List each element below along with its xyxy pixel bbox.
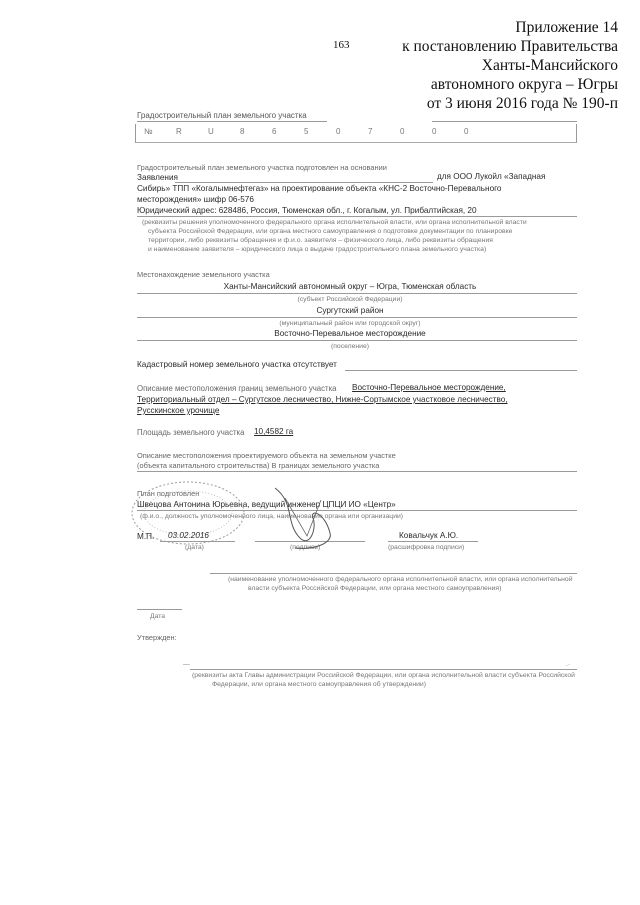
placement-line-1: Описание местоположения проектируемого объекта на земельном участке xyxy=(137,451,396,460)
preparer-name: Швецова Антонина Юрьевна, ведущий инженер ЦПЦИ ИО «Центр» xyxy=(137,500,396,509)
handwritten-signature xyxy=(255,478,375,558)
date-caption: (дата) xyxy=(185,544,204,551)
number-char: 0 xyxy=(432,127,437,136)
legal-address: Юридический адрес: 628486, Россия, Тюменская обл., г. Когалым, ул. Прибалтийская, 20 xyxy=(137,206,477,215)
header-line-5: от 3 июня 2016 года № 190-п xyxy=(426,95,618,112)
number-char: 8 xyxy=(240,127,245,136)
boundary-label: Описание местоположения границ земельного участка xyxy=(137,384,337,393)
basis-caption-3: территории, либо реквизиты обращения и ф.и.о. заявителя – физического лица, либо реквизиты обращения xyxy=(148,237,493,244)
region-caption: (субъект Российской Федерации) xyxy=(297,296,403,303)
number-char: № xyxy=(144,127,153,136)
number-char: 7 xyxy=(368,127,373,136)
basis-caption-4: и наименование заявителя – юридического лица о выдаче градостроительного плана земельного участка) xyxy=(148,246,487,253)
location-label: Местонахождение земельного участка xyxy=(137,270,270,279)
header-line-4: автономного округа – Югры xyxy=(430,76,618,93)
basis-caption-2: субъекта Российской Федерации, или органа местного самоуправления о подготовке документации по планировке xyxy=(148,228,513,235)
settlement-value: Восточно-Перевальное месторождение xyxy=(274,329,426,338)
boundary-value-3: Русскинское урочище xyxy=(137,406,220,415)
number-char: 6 xyxy=(272,127,277,136)
submitted-caption-1: (наименование уполномоченного федерального органа исполнительной власти, или органа исполнительной xyxy=(228,576,573,583)
submitted-caption-2: власти субъекта Российской Федерации, или органа местного самоуправления) xyxy=(248,585,502,592)
number-char: 0 xyxy=(336,127,341,136)
applicant-part-3: месторождения» шифр 06-576 xyxy=(137,195,254,204)
mp-label: М.П. xyxy=(137,532,155,541)
boundary-value-2: Территориальный отдел – Сургутское лесничество, Нижне-Сортымское участковое лесничество, xyxy=(137,395,508,404)
prepared-label: Градостроительный план земельного участка подготовлен на основании xyxy=(137,163,387,172)
date-word: Дата xyxy=(150,613,166,620)
header-line-3: Ханты-Мансийского xyxy=(481,57,618,74)
signature-date: 03.02.2016 xyxy=(168,531,209,540)
district-value: Сургутский район xyxy=(316,306,384,315)
number-char: 0 xyxy=(400,127,405,136)
number-char: 0 xyxy=(464,127,469,136)
header-line-1: Приложение 14 xyxy=(515,19,618,36)
number-char: R xyxy=(176,127,182,136)
number-char: U xyxy=(208,127,214,136)
district-caption: (муниципальный район или городской округ) xyxy=(279,320,421,327)
placement-line-2: (объекта капитального строительства) В границах земельного участка xyxy=(137,461,380,470)
person-name: Ковальчук А.Ю. xyxy=(399,531,459,540)
cadastral-number: Кадастровый номер земельного участка отсутствует xyxy=(137,360,337,369)
settlement-caption: (поселение) xyxy=(330,343,370,350)
area-value: 10,4582 га xyxy=(254,427,294,436)
document-page: Приложение 14 к постановлению Правительства Ханты-Мансийского автономного округа – Югры от 3 июня 2016 года № 190-п 163 Градостроительный план земельного участка № R U 8 6 5 0 7 0 0 0 Градостроительный план земельного участка подготовлен на основании Заявления для ООО Лукойл «Западная Сибирь» ТПП «Когалымнефтегаз» на проектирование объекта «КНС-2 Восточно-Перевального месторождения» шифр 06-576 Юридический адрес: 628486, Россия, Тюменская обл., г. Когалым, ул. Прибалтийская, 20 (реквизиты решения уполномоченного федерального органа исполнительной власти, или органа исполнительной власти субъекта Российской Федерации, или органа местного самоуправления о подготовке документации по планировке территории, либо реквизиты обращения и ф.и.о. заявителя – физического лица, либо реквизиты обращения и наименование заявителя – юридического лица о выдаче градостроительного плана земельного участка) Местонахождение земельного участка Ханты-Мансийский автономный округ – Югра, Тюменская область (субъект Российской Федерации) Сургутский район (муниципальный район или городской округ) Восточно-Перевальное месторождение (поселение) Кадастровый номер земельного участка отсутствует Описание местоположения границ земельного участка Восточно-Перевальное месторождение, Территориальный отдел – Сургутское лесничество, Нижне-Сортымское участковое лесничество, Русскинское урочище Площадь земельного участка 10,4582 га Описание местоположения проектируемого объекта на земельном участке (объекта капитального строительства) В границах земельного участка План подготовлен Швецова Антонина Юрьевна, ведущий инженер ЦПЦИ ИО «Центр» (ф.и.о., должность уполномоченного лица, наименование органа или организации) М.П. 03.02.2016 (дата) (подпись) Ковальчук А.Ю. (расшифровка подписи) (наименование уполномоченного федерального органа исполнительной власти, или органа исполнительной власти субъекта Российской Федерации, или органа местного самоуправления) Дата Утвержден: — (реквизиты акта Главы администрации Российской Федерации, или органа исполнительной власти субъекта Российской Федерации, или органа местного самоуправления об утверждении) .· xyxy=(0,0,640,905)
applicant-part-2: Сибирь» ТПП «Когалымнефтегаз» на проектирование объекта «КНС-2 Восточно-Перевального xyxy=(137,184,502,193)
preparer-caption: (ф.и.о., должность уполномоченного лица, наименование органа или организации) xyxy=(140,513,404,520)
appendix-header xyxy=(318,18,618,113)
form-title: Градостроительный план земельного участка xyxy=(137,111,307,120)
basis-caption-1: (реквизиты решения уполномоченного федерального органа исполнительной власти, или органа исполнительной власти xyxy=(142,219,527,226)
person-caption: (расшифровка подписи) xyxy=(388,544,465,551)
signature-caption: (подпись) xyxy=(290,544,321,551)
corner-mark: .· xyxy=(566,661,571,668)
plan-prepared-label: План подготовлен xyxy=(137,489,200,498)
footer-caption-2: Федерации, или органа местного самоуправления об утверждении) xyxy=(212,681,426,688)
header-line-2: к постановлению Правительства xyxy=(402,38,618,55)
region-value: Ханты-Мансийский автономный округ – Югра, Тюменская область xyxy=(223,282,477,291)
applicant-part-1: для ООО Лукойл «Западная xyxy=(437,172,546,181)
area-label: Площадь земельного участка xyxy=(137,428,245,437)
approved-label: Утвержден: xyxy=(137,633,177,642)
footer-caption-1: (реквизиты акта Главы администрации Российской Федерации, или органа исполнительной власти субъекта Российской xyxy=(192,672,575,679)
page-number: 163 xyxy=(333,39,350,51)
boundary-value-1: Восточно-Перевальное месторождение, xyxy=(352,383,506,392)
plan-number-boxes xyxy=(135,124,577,143)
statement-label: Заявления xyxy=(137,173,178,182)
number-char: 5 xyxy=(304,127,309,136)
